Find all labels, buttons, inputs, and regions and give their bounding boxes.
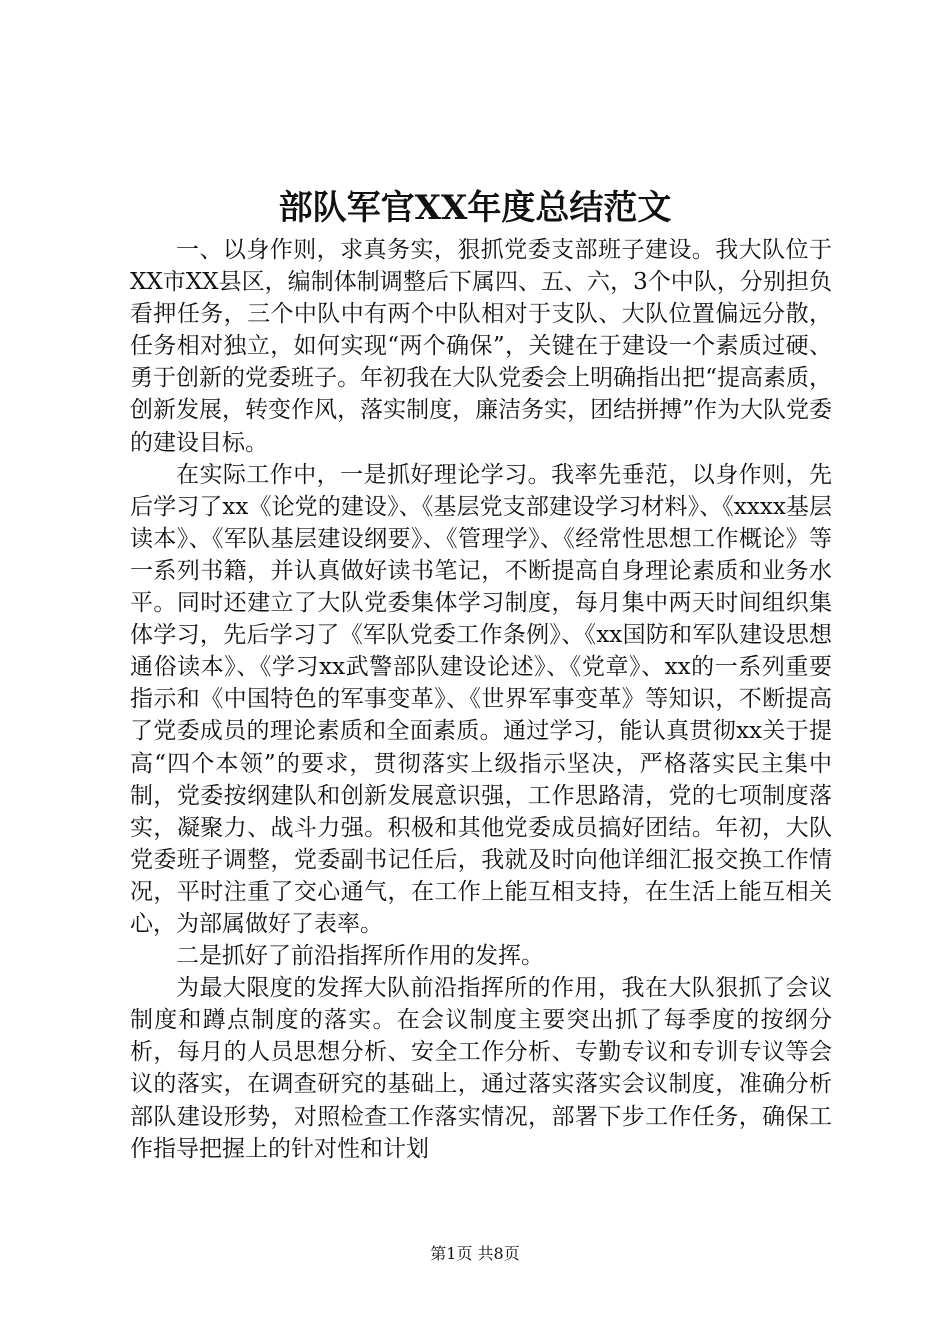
paragraph: 为最大限度的发挥大队前沿指挥所的作用，我在大队狠抓了会议制度和蹲点制度的落实。在会议制度主要突出抓了每季度的按纲分析，每月的人员思想分析、安全工作分析、专勤专议和专训专议等会议的落实，在调查研究的基础上，通过落实落实会议制度，准确分析部队建设形势，对照检查工作落实情况，部署下步工作任务，确保工作指导把握上的针对性和计划 xyxy=(130,975,832,1162)
paragraph: 在实际工作中，一是抓好理论学习。我率先垂范，以身作则，先后学习了xx《论党的建设》、《基层党支部建设学习材料》、《xxxx基层读本》、《军队基层建设纲要》、《管理学》、《经常性思想工作概论》等一系列书籍，并认真做好读书笔记，不断提高自身理论素质和业务水平。同时还建立了大队党委集体学习制度，每月集中两天时间组织集体学习，先后学习了《军队党委工作条例》、《xx国防和军队建设思想通俗读本》、《学习xx武警部队建设论述》、《党章》、xx的一系列重要指示和《中国特色的军事变革》、《世界军事变革》等知识，不断提高了党委成员的理论素质和全面素质。通过学习，能认真贯彻xx关于提高“四个本领”的要求，贯彻落实上级指示坚决，严格落实民主集中制，党委按纲建队和创新发展意识强，工作思路清，党的七项制度落实，凝聚力、战斗力强。积极和其他党委成员搞好团结。年初，大队党委班子调整，党委副书记任后，我就及时向他详细汇报交换工作情况，平时注重了交心通气，在工作上能互相支持，在生活上能互相关心，为部属做好了表率。 xyxy=(130,461,832,937)
paragraph: 二是抓好了前沿指挥所作用的发挥。 xyxy=(176,943,544,970)
page-footer: 第1页 共8页 xyxy=(430,1244,520,1263)
document-body xyxy=(130,234,832,1165)
page-title: 部队军官XX年度总结范文 xyxy=(278,188,672,228)
paragraph: 一、以身作则，求真务实，狠抓党委支部班子建设。我大队位于XX市XX县区，编制体制调整后下属四、五、六，3个中队，分别担负看押任务，三个中队中有两个中队相对于支队、大队位置偏远分散，任务相对独立，如何实现“两个确保”，关键在于建设一个素质过硬、勇于创新的党委班子。年初我在大队党委会上明确指出把“提高素质，创新发展，转变作风，落实制度，廉洁务实，团结拼搏”作为大队党委的建设目标。 xyxy=(130,237,832,456)
